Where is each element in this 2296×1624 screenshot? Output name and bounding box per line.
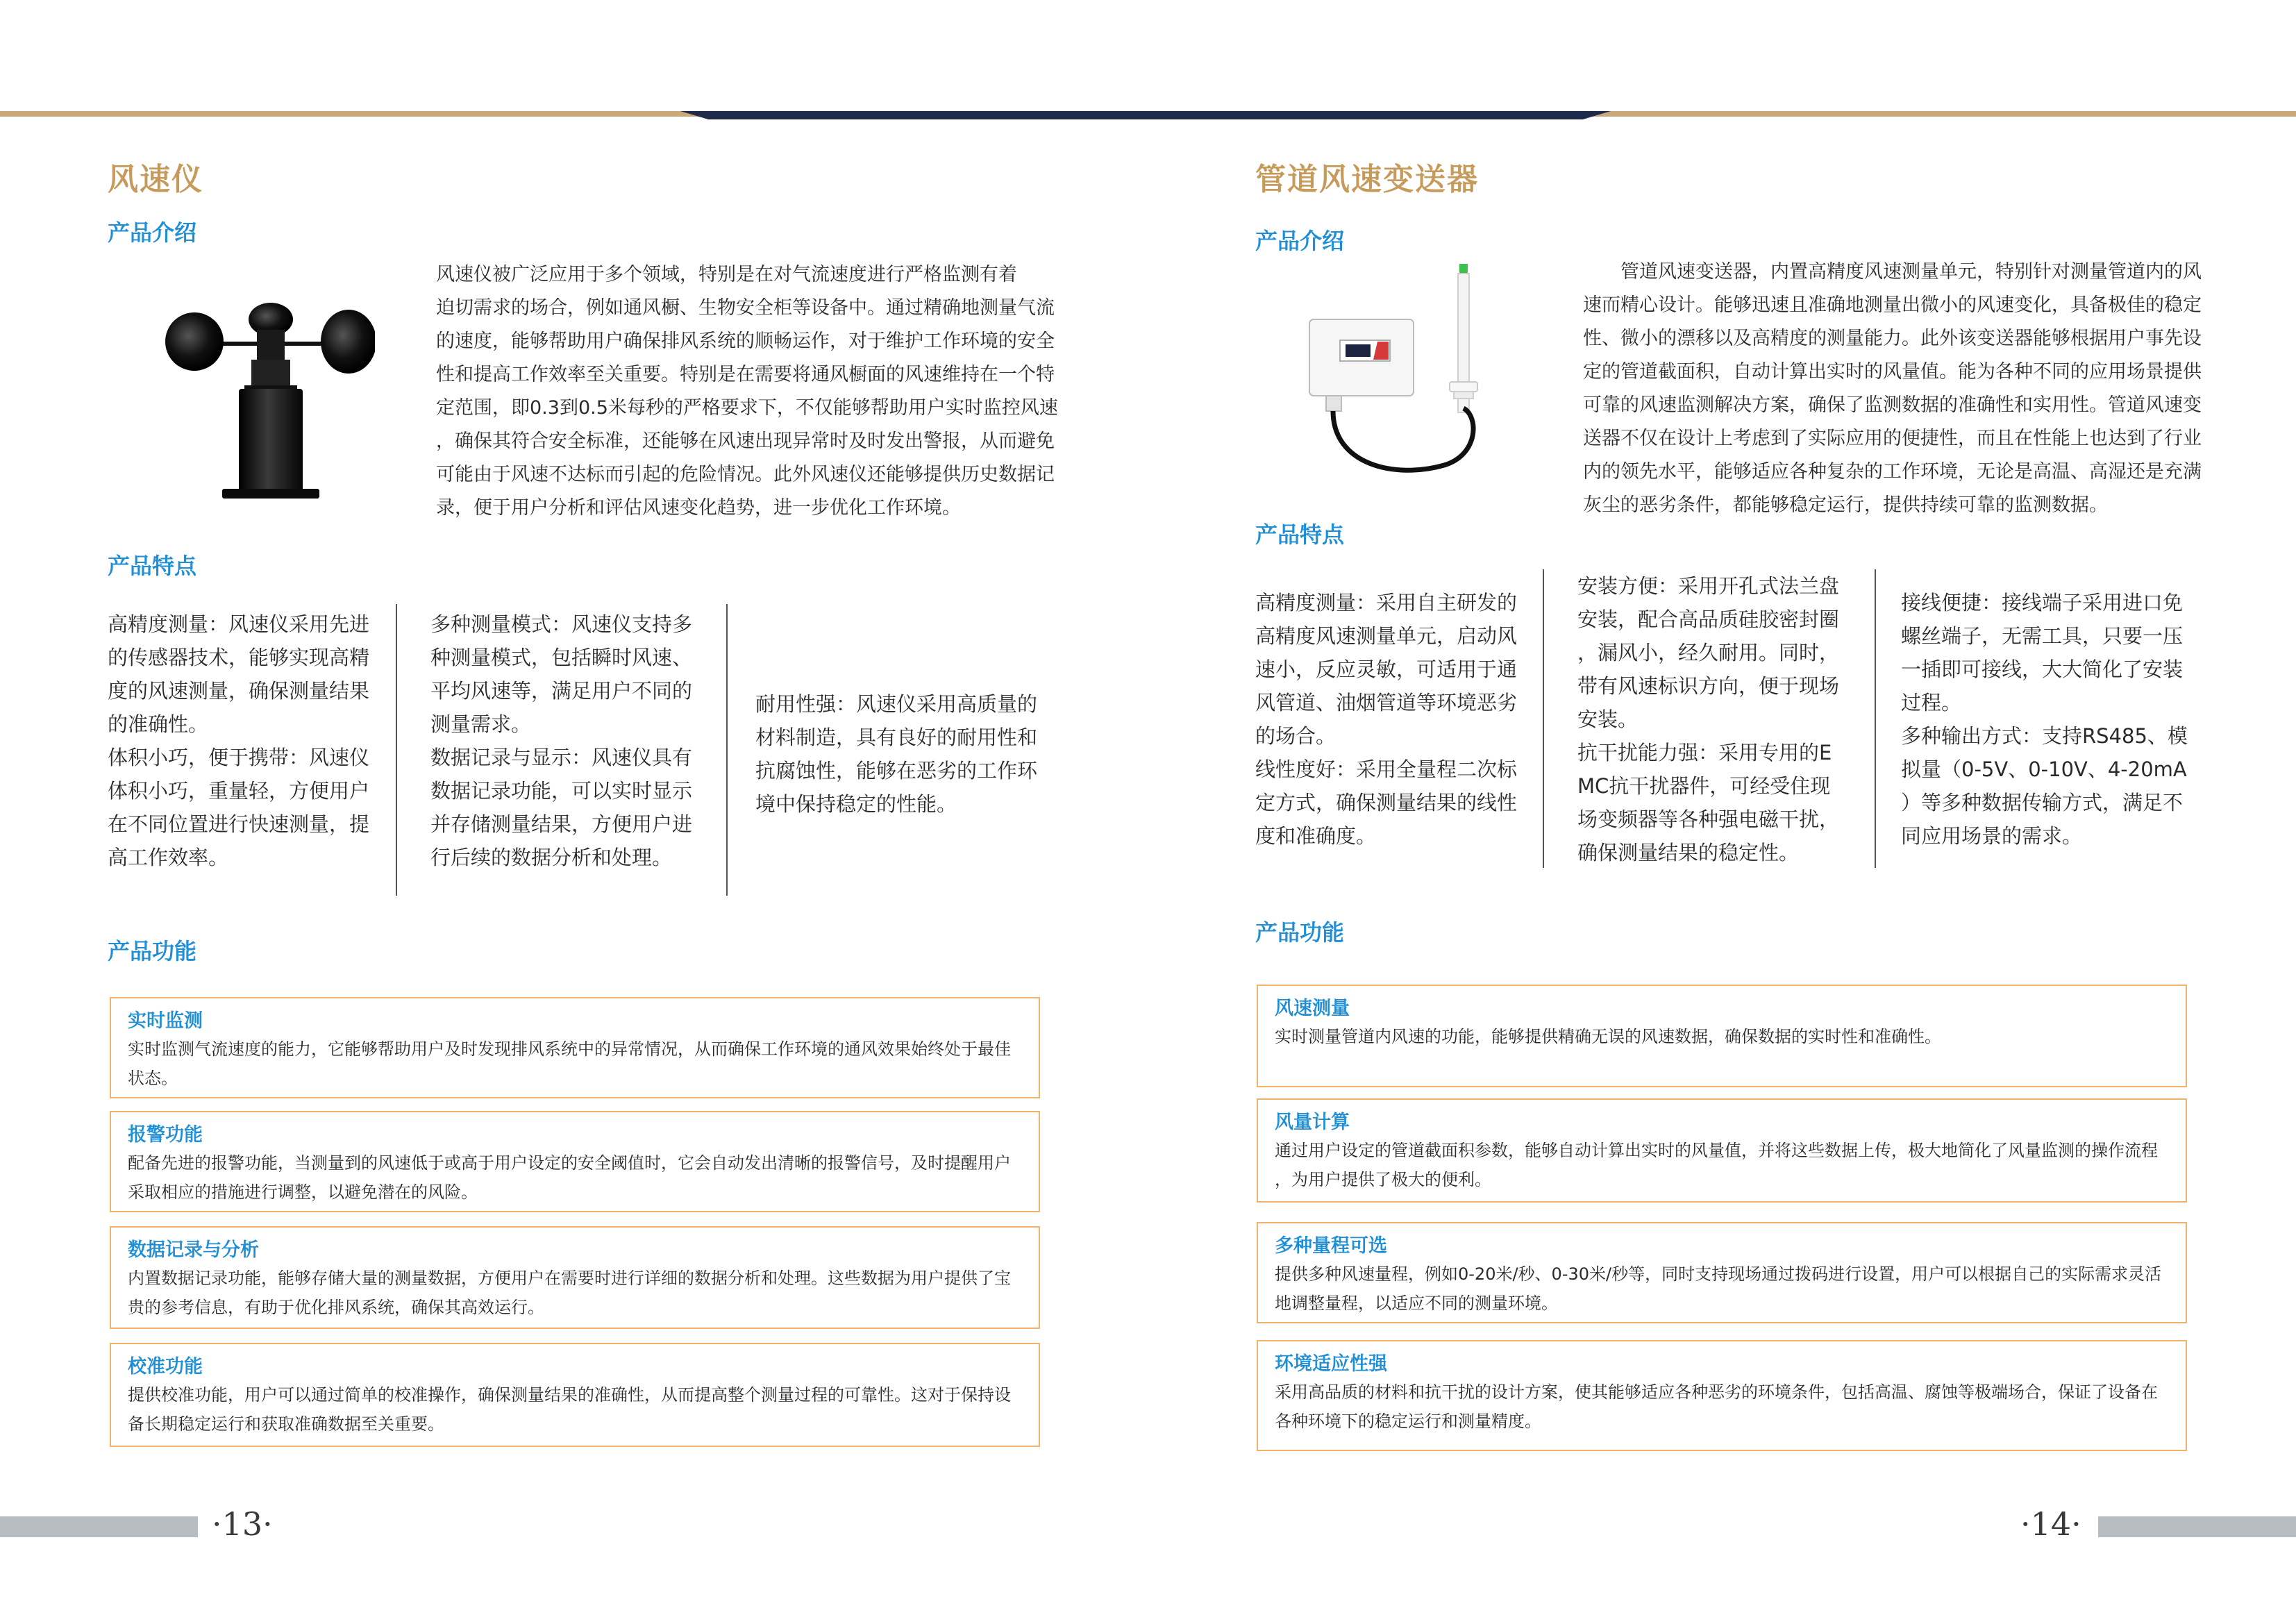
right-features-col3: [1901, 586, 2213, 853]
feature-line: ，漏风小，经久耐用。同时，: [1577, 641, 1840, 664]
text-line: 灰尘的恶劣条件，都能够稳定运行，提供持续可靠的监测数据。: [1583, 494, 2108, 516]
function-line: 各种环境下的稳定运行和测量精度。: [1275, 1412, 1541, 1431]
feature-line: 行后续的数据分析和处理。: [430, 846, 673, 869]
right-page-title: 管道风速变送器: [1255, 162, 1479, 197]
function-title: 校准功能: [128, 1356, 203, 1378]
function-box-environment: [1257, 1340, 2187, 1451]
function-box-wind-speed: [1257, 985, 2187, 1087]
feature-line: 数据记录与显示：风速仪具有: [430, 746, 693, 769]
duct-transmitter-image: [1305, 257, 1493, 493]
text-line: 速而精心设计。能够迅速且准确地测量出微小的风速变化，具备极佳的稳定: [1583, 294, 2202, 316]
function-title: 风速测量: [1275, 998, 1350, 1019]
function-box-range: [1257, 1222, 2187, 1323]
feature-line: 接线便捷：接线端子采用进口免: [1901, 591, 2184, 614]
feature-line: 多种测量模式：风速仪支持多: [430, 612, 693, 636]
feature-line: 种测量模式，包括瞬时风速、: [430, 646, 693, 669]
left-features-heading: 产品特点: [108, 553, 197, 579]
function-line: 提供校准功能，用户可以通过简单的校准操作，确保测量结果的准确性，从而提高整个测量过程的可靠性。这对于保持设: [128, 1385, 1011, 1405]
function-title: 风量计算: [1275, 1112, 1350, 1133]
text-line: 性和提高工作效率至关重要。特别是在需要将通风橱面的风速维持在一个特: [436, 364, 1055, 385]
function-title: 多种量程可选: [1275, 1235, 1387, 1257]
feature-line: 在不同位置进行快速测量，提: [108, 812, 370, 836]
feature-line: 抗干扰能力强：采用专用的E: [1577, 741, 1832, 764]
anemometer-icon: [160, 292, 375, 507]
feature-line: 测量需求。: [430, 712, 532, 736]
feature-line: 拟量（0-5V、0-10V、4-20mA: [1901, 757, 2187, 781]
feature-line: 境中保持稳定的性能。: [755, 792, 957, 816]
left-functions-heading: 产品功能: [108, 938, 197, 964]
function-line: ，为用户提供了极大的便利。: [1275, 1170, 1491, 1189]
feature-line: 多种输出方式：支持RS485、模: [1901, 724, 2188, 748]
right-features-col1: [1255, 586, 1547, 853]
column-divider: [1543, 569, 1544, 868]
feature-line: 安装，配合高品质硅胶密封圈: [1577, 608, 1840, 631]
text-line: 可能由于风速不达标而引起的危险情况。此外风速仪还能够提供历史数据记: [436, 464, 1055, 485]
function-line: 内置数据记录功能，能够存储大量的测量数据，方便用户在需要时进行详细的数据分析和处理。这些数据为用户提供了宝: [128, 1269, 1011, 1288]
feature-line: ）等多种数据传输方式，满足不: [1901, 791, 2184, 814]
feature-line: 螺丝端子，无需工具，只要一压: [1901, 624, 2184, 648]
feature-line: 并存储测量结果，方便用户进: [430, 812, 693, 836]
text-line: 录，便于用户分析和评估风速变化趋势，进一步优化工作环境。: [436, 497, 961, 519]
column-divider: [396, 604, 397, 896]
left-features-col3: [755, 687, 1075, 821]
left-features-col2: [430, 608, 715, 874]
function-box-alarm: [110, 1111, 1040, 1212]
text-line: 定范围，即0.3到0.5米每秒的严格要求下，不仅能够帮助用户实时监控风速: [436, 397, 1058, 419]
feature-line: 安装。: [1577, 708, 1639, 731]
text-line: 管道风速变送器，内置高精度风速测量单元，特别针对测量管道内的风: [1620, 261, 2202, 283]
text-line: ，确保其符合安全标准，还能够在风速出现异常时及时发出警报，从而避免: [436, 430, 1055, 452]
right-intro-text: [1583, 256, 2208, 522]
feature-line: 一插即可接线，大大简化了安装: [1901, 658, 2184, 681]
left-page-title: 风速仪: [108, 162, 203, 197]
function-line: 备长期稳定运行和获取准确数据至关重要。: [128, 1414, 444, 1434]
anemometer-image: [160, 292, 375, 507]
text-line: 的速度，能够帮助用户确保排风系统的顺畅运作，对于维护工作环境的安全: [436, 330, 1055, 352]
function-line: 通过用户设定的管道截面积参数，能够自动计算出实时的风量值，并将这些数据上传，极大地简化了风量监测的操作流程: [1275, 1141, 2158, 1160]
feature-line: 安装方便：采用开孔式法兰盘: [1577, 574, 1840, 598]
function-line: 配备先进的报警功能，当测量到的风速低于或高于用户设定的安全阈值时，它会自动发出清晰的报警信号，及时提醒用户: [128, 1153, 1011, 1173]
function-title: 实时监测: [128, 1010, 203, 1032]
text-line: 定的管道截面积，自动计算出实时的风量值。能为各种不同的应用场景提供: [1583, 361, 2202, 383]
function-box-realtime-monitoring: [110, 997, 1040, 1098]
function-box-air-volume: [1257, 1098, 2187, 1203]
feature-line: MC抗干扰器件，可经受住现: [1577, 774, 1831, 798]
left-intro-heading: 产品介绍: [108, 219, 197, 246]
right-features-col2: [1577, 569, 1855, 869]
feature-line: 高精度风速测量单元，启动风: [1255, 624, 1518, 648]
function-line: 地调整量程，以适应不同的测量环境。: [1275, 1294, 1558, 1313]
function-line: 实时监测气流速度的能力，它能够帮助用户及时发现排风系统中的异常情况，从而确保工作环境的通风效果始终处于最佳: [128, 1039, 1011, 1059]
feature-line: 度的风速测量，确保测量结果: [108, 679, 370, 703]
feature-line: 耐用性强：风速仪采用高质量的: [755, 692, 1038, 716]
feature-line: 数据记录功能，可以实时显示: [430, 779, 693, 803]
feature-line: 的传感器技术，能够实现高精: [108, 646, 370, 669]
page-number-bar: [0, 1516, 198, 1537]
top-divider-accent: [680, 111, 1611, 119]
function-line: 实时测量管道内风速的功能，能够提供精确无误的风速数据，确保数据的实时性和准确性。: [1275, 1027, 1941, 1046]
feature-line: 线性度好：采用全量程二次标: [1255, 757, 1518, 781]
feature-line: 风管道、油烟管道等环境恶劣: [1255, 691, 1518, 714]
feature-line: 过程。: [1901, 691, 1962, 714]
column-divider: [726, 604, 728, 896]
page-number-bar: [2098, 1516, 2296, 1537]
feature-line: 确保测量结果的稳定性。: [1577, 841, 1800, 864]
function-line: 状态。: [128, 1069, 178, 1088]
feature-line: 体积小巧，便于携带：风速仪: [108, 746, 370, 769]
text-line: 内的领先水平，能够适应各种复杂的工作环境，无论是高温、高湿还是充满: [1583, 461, 2202, 483]
page-number: ·13·: [212, 1505, 273, 1543]
right-functions-heading: 产品功能: [1255, 919, 1345, 946]
left-features-col1: [108, 608, 385, 874]
function-box-calibration: [110, 1343, 1040, 1447]
feature-line: 高精度测量：采用自主研发的: [1255, 591, 1518, 614]
feature-line: 场变频器等各种强电磁干扰，: [1577, 807, 1840, 831]
text-line: 迫切需求的场合，例如通风橱、生物安全柜等设备中。通过精确地测量气流: [436, 297, 1055, 319]
page-number: ·14·: [2020, 1505, 2081, 1543]
feature-line: 同应用场景的需求。: [1901, 824, 2083, 848]
function-title: 环境适应性强: [1275, 1353, 1387, 1375]
feature-line: 的准确性。: [108, 712, 209, 736]
feature-line: 度和准确度。: [1255, 824, 1377, 848]
function-box-data-logging: [110, 1226, 1040, 1329]
function-line: 贵的参考信息，有助于优化排风系统，确保其高效运行。: [128, 1298, 544, 1317]
feature-line: 材料制造，具有良好的耐用性和: [755, 726, 1038, 749]
column-divider: [1875, 569, 1876, 868]
function-title: 报警功能: [128, 1124, 203, 1146]
left-intro-text: [436, 258, 1061, 525]
feature-line: 定方式，确保测量结果的线性: [1255, 791, 1518, 814]
function-line: 采取相应的措施进行调整，以避免潜在的风险。: [128, 1182, 478, 1202]
text-line: 送器不仅在设计上考虑到了实际应用的便捷性，而且在性能上也达到了行业: [1583, 428, 2202, 449]
feature-line: 的场合。: [1255, 724, 1336, 748]
text-line: 可靠的风速监测解决方案，确保了监测数据的准确性和实用性。管道风速变: [1583, 394, 2202, 416]
function-title: 数据记录与分析: [128, 1239, 259, 1261]
function-line: 提供多种风速量程，例如0-20米/秒、0-30米/秒等，同时支持现场通过拨码进行设置，用户可以根据自己的实际需求灵活: [1275, 1264, 2162, 1284]
feature-line: 抗腐蚀性，能够在恶劣的工作环: [755, 759, 1038, 782]
feature-line: 速小，反应灵敏，可适用于通: [1255, 658, 1518, 681]
right-features-heading: 产品特点: [1255, 521, 1345, 548]
feature-line: 平均风速等，满足用户不同的: [430, 679, 693, 703]
function-line: 采用高品质的材料和抗干扰的设计方案，使其能够适应各种恶劣的环境条件，包括高温、腐蚀等极端场合，保证了设备在: [1275, 1382, 2158, 1402]
text-line: 风速仪被广泛应用于多个领域，特别是在对气流速度进行严格监测有着: [436, 264, 1017, 285]
duct-transmitter-icon: [1305, 257, 1493, 493]
feature-line: 体积小巧，重量轻，方便用户: [108, 779, 370, 803]
text-line: 性、微小的漂移以及高精度的测量能力。此外该变送器能够根据用户事先设: [1583, 328, 2202, 349]
feature-line: 高工作效率。: [108, 846, 229, 869]
right-intro-heading: 产品介绍: [1255, 228, 1345, 254]
feature-line: 带有风速标识方向，便于现场: [1577, 674, 1840, 698]
feature-line: 高精度测量：风速仪采用先进: [108, 612, 370, 636]
